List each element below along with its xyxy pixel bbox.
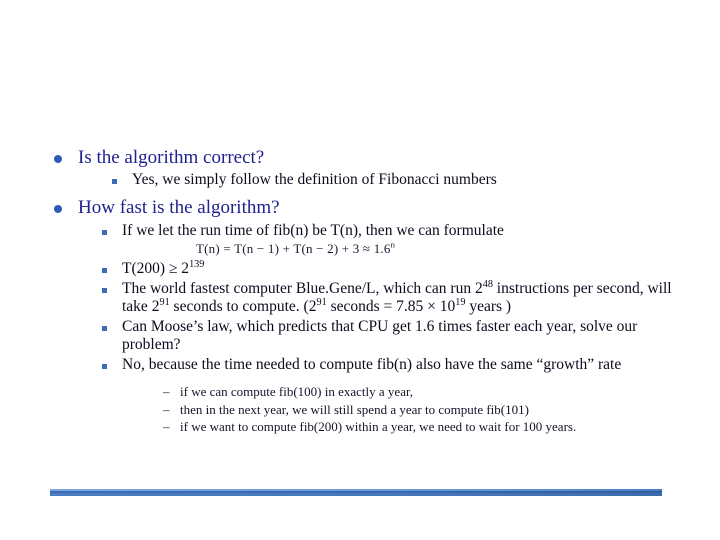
bullet-level2-formulate bbox=[102, 222, 675, 241]
t200-base: T(200) ≥ 2 bbox=[122, 260, 190, 277]
decorative-bottom-bar bbox=[50, 489, 662, 496]
text-t200 bbox=[122, 260, 675, 279]
bluegene-seg3: seconds to compute. (2 bbox=[169, 298, 317, 315]
bluegene-seg4: seconds = 7.85 × 10 bbox=[326, 298, 456, 315]
equation-exponent: n bbox=[390, 239, 396, 250]
bullet-level1-how-fast bbox=[50, 196, 675, 219]
level3-list bbox=[163, 383, 675, 436]
bullet-dot-icon bbox=[54, 146, 76, 163]
text-fib200: if we want to compute fib(200) within a year, we need to wait for 100 years. bbox=[180, 419, 577, 434]
dash-icon: – bbox=[163, 401, 170, 417]
text-bluegene bbox=[122, 280, 675, 317]
heading-how-fast: How fast is the algorithm? bbox=[78, 196, 280, 218]
equation-body: T(n) = T(n − 1) + T(n − 2) + 3 ≈ 1.6 bbox=[196, 241, 391, 256]
bullet-square-icon bbox=[102, 280, 122, 293]
bullet-dot-icon bbox=[54, 196, 76, 213]
bullet-level2-moose-law bbox=[102, 318, 675, 355]
bluegene-exp-91a: 91 bbox=[159, 296, 170, 308]
bullet-square-icon bbox=[112, 171, 132, 184]
how-fast-subitems bbox=[50, 222, 675, 436]
bluegene-exp-48: 48 bbox=[482, 278, 493, 290]
text-moose-law: Can Moose’s law, which predicts that CPU get 1.6 times faster each year, solve our problem? bbox=[122, 317, 638, 353]
bullet-level2-t200 bbox=[102, 260, 675, 279]
bullet-square-icon bbox=[102, 222, 122, 235]
bullet-square-icon bbox=[102, 356, 122, 369]
dash-icon: – bbox=[163, 419, 170, 434]
bluegene-seg5: years ) bbox=[465, 298, 512, 315]
bluegene-seg1: The world fastest computer Blue.Gene/L, which can run 2 bbox=[122, 279, 483, 297]
bullet-square-icon bbox=[102, 318, 122, 331]
heading-is-algorithm-correct: Is the algorithm correct? bbox=[78, 147, 265, 168]
bar-lower-line bbox=[50, 493, 662, 496]
bluegene-exp-91b: 91 bbox=[316, 296, 327, 308]
t200-exponent: 139 bbox=[189, 258, 205, 270]
bullet-level3-fib100 bbox=[163, 383, 675, 401]
equation-recurrence bbox=[196, 241, 675, 257]
slide-content bbox=[50, 146, 675, 436]
text-yes-definition: Yes, we simply follow the definition of Fibonacci numbers bbox=[132, 171, 497, 188]
text-fib100: if we can compute fib(100) in exactly a year, bbox=[180, 384, 414, 399]
bluegene-seg2: instructions per second, will take 2 bbox=[122, 279, 672, 315]
bluegene-exp-19: 19 bbox=[455, 296, 466, 308]
bullet-level3-fib101 bbox=[163, 401, 675, 419]
bullet-level2-growth-rate bbox=[102, 356, 675, 375]
bullet-level1-is-algorithm-correct bbox=[50, 146, 675, 169]
bullet-square-icon bbox=[102, 260, 122, 273]
text-growth-rate: No, because the time needed to compute fib(n) also have the same “growth” rate bbox=[122, 355, 622, 373]
dash-icon: – bbox=[163, 384, 170, 399]
text-fib101: then in the next year, we will still spend a year to compute fib(101) bbox=[180, 401, 529, 417]
bullet-level2-bluegene bbox=[102, 280, 675, 317]
bullet-level3-fib200 bbox=[163, 418, 675, 436]
text-formulate: If we let the run time of fib(n) be T(n), then we can formulate bbox=[122, 221, 504, 239]
bullet-level2-yes-definition bbox=[112, 171, 675, 190]
